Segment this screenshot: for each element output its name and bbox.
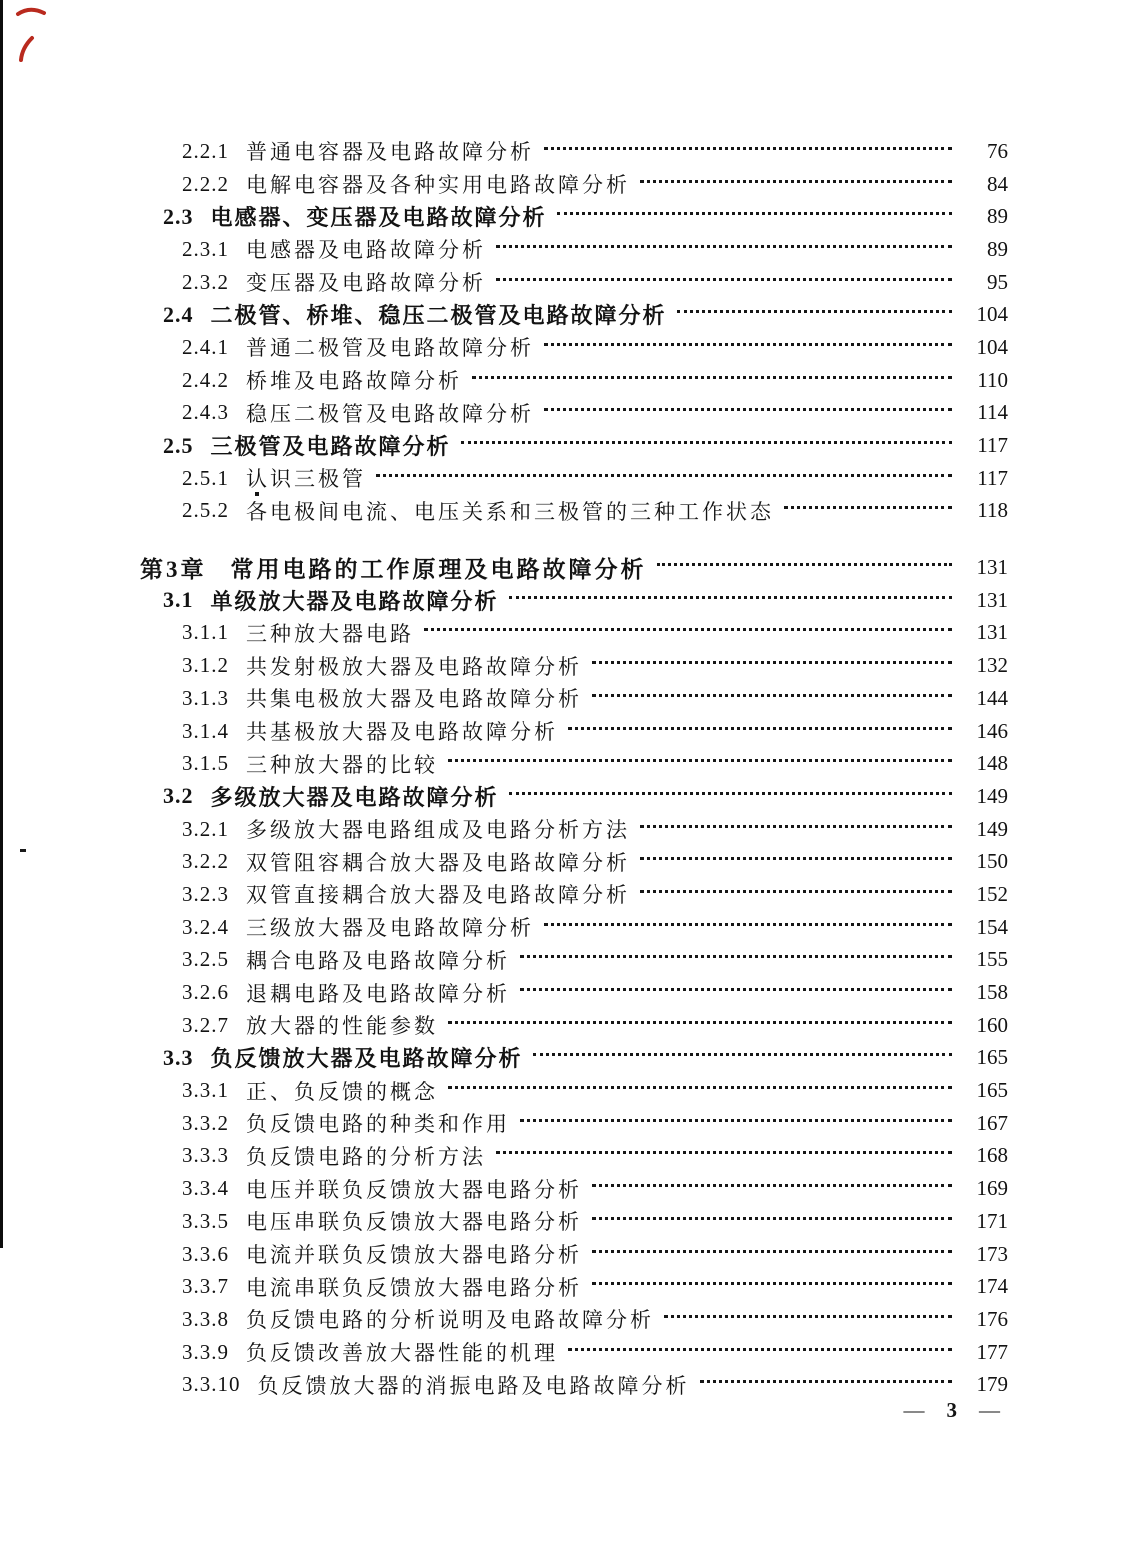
toc-entry-page: 131	[976, 555, 1008, 580]
toc-entry-title: 三极管及电路故障分析	[210, 434, 451, 460]
dot-leader	[557, 212, 952, 215]
toc-entry-number: 3.3.9	[182, 1339, 229, 1364]
toc-entry-title: 电解电容器及各种实用电路故障分析	[246, 173, 630, 198]
toc-entry-title: 多级放大器及电路故障分析	[210, 784, 499, 810]
toc-entry-title: 各电极间电流、电压关系和三极管的三种工作状态	[246, 499, 774, 524]
toc-entry-page: 149	[976, 783, 1008, 808]
toc-entry-number: 3.1.5	[182, 751, 229, 776]
toc-entry-title: 认识三极管	[246, 467, 366, 492]
toc-entry-title: 桥堆及电路故障分析	[246, 369, 462, 394]
toc-entry-page: 173	[976, 1241, 1008, 1266]
toc-entry-page: 104	[976, 334, 1008, 359]
toc-entry-number: 3.1.4	[182, 718, 229, 743]
toc-entry-number: 3.3.1	[182, 1078, 229, 1103]
toc-entry-row	[0, 1303, 1008, 1336]
toc-entry-row	[0, 1074, 1008, 1107]
dot-leader	[784, 506, 952, 509]
toc-entry-number: 3.3.6	[182, 1241, 229, 1266]
toc-entry-number: 2.4	[163, 301, 194, 327]
toc-entry-row	[0, 1042, 1008, 1075]
red-ink-mark	[8, 2, 78, 77]
dot-leader	[700, 1380, 953, 1383]
toc-entry-title: 电感器及电路故障分析	[246, 238, 486, 263]
toc-entry-number: 2.4.2	[182, 367, 229, 392]
toc-entry-page: 177	[976, 1339, 1008, 1364]
toc-entry-number: 3.3.8	[182, 1306, 229, 1331]
toc-entry-row	[0, 495, 1008, 528]
toc-entry-title: 普通二极管及电路故障分析	[246, 336, 534, 361]
toc-entry-title: 常用电路的工作原理及电路故障分析	[230, 557, 647, 583]
toc-entry-title: 负反馈改善放大器性能的机理	[246, 1341, 558, 1366]
toc-list	[0, 135, 1008, 1401]
page-footer	[904, 1398, 1001, 1423]
toc-entry-row	[0, 298, 1008, 331]
toc-entry-row	[0, 200, 1008, 233]
toc-entry-number: 3.2	[163, 783, 194, 809]
toc-entry-page: 171	[976, 1208, 1008, 1233]
toc-entry-number: 3.3.4	[182, 1176, 229, 1201]
toc-entry-number: 2.3	[163, 203, 194, 229]
toc-entry-row	[0, 462, 1008, 495]
toc-entry-title: 电流并联负反馈放大器电路分析	[246, 1243, 582, 1268]
dot-leader	[592, 1217, 952, 1220]
toc-entry-page: 167	[976, 1110, 1008, 1135]
toc-entry-row	[0, 747, 1008, 780]
toc-entry-page: 118	[977, 498, 1008, 523]
toc-entry-number: 2.3.1	[182, 236, 229, 261]
toc-entry-title: 二极管、桥堆、稳压二极管及电路故障分析	[210, 303, 667, 329]
toc-entry-page: 114	[977, 400, 1008, 425]
toc-entry-page: 131	[976, 587, 1008, 612]
toc-entry-title: 多级放大器电路组成及电路分析方法	[246, 818, 630, 843]
dot-leader	[568, 727, 952, 730]
toc-entry-number: 2.4.3	[182, 400, 229, 425]
toc-entry-page: 89	[987, 204, 1008, 229]
dot-leader	[544, 923, 952, 926]
toc-entry-number: 2.2.1	[182, 138, 229, 163]
dot-leader	[544, 408, 952, 411]
toc-entry-page: 150	[976, 849, 1008, 874]
toc-entry-title: 负反馈电路的分析说明及电路故障分析	[246, 1308, 654, 1333]
toc-entry-number: 2.4.1	[182, 334, 229, 359]
toc-entry-number: 3.2.4	[182, 914, 229, 939]
toc-entry-row	[0, 780, 1008, 813]
toc-entry-title: 负反馈放大器的消振电路及电路故障分析	[257, 1373, 690, 1398]
toc-entry-title: 稳压二极管及电路故障分析	[246, 401, 534, 426]
dot-leader	[677, 310, 952, 313]
dot-leader	[568, 1348, 952, 1351]
dot-leader	[592, 1282, 952, 1285]
toc-entry-row	[0, 584, 1008, 617]
dot-leader	[592, 1184, 952, 1187]
toc-entry-page: 174	[976, 1274, 1008, 1299]
dot-leader	[520, 955, 952, 958]
toc-chapter-row	[0, 551, 1008, 584]
toc-entry-title: 普通电容器及电路故障分析	[246, 140, 534, 165]
toc-entry-title: 共集电极放大器及电路故障分析	[246, 687, 582, 712]
toc-entry-title: 单级放大器及电路故障分析	[210, 588, 499, 614]
dot-leader	[640, 180, 952, 183]
toc-entry-number: 3.2.2	[182, 849, 229, 874]
toc-entry-number: 3.3.2	[182, 1110, 229, 1135]
toc-entry-row	[0, 1336, 1008, 1369]
toc-entry-title: 退耦电路及电路故障分析	[246, 981, 510, 1006]
toc-entry-number: 3.3.7	[182, 1274, 229, 1299]
toc-entry-title: 放大器的性能参数	[246, 1014, 438, 1039]
dot-leader	[520, 988, 952, 991]
toc-entry-number: 3.1.1	[182, 620, 229, 645]
toc-entry-page: 168	[976, 1143, 1008, 1168]
dot-leader	[448, 1086, 952, 1089]
toc-entry-number: 3.1.3	[182, 685, 229, 710]
toc-entry-page: 84	[987, 171, 1008, 196]
toc-entry-number: 3.1	[163, 587, 194, 613]
toc-entry-page: 160	[976, 1012, 1008, 1037]
dot-leader	[448, 1021, 952, 1024]
dot-leader	[509, 792, 952, 795]
toc-entry-number: 2.5.1	[182, 465, 229, 490]
toc-entry-number: 2.5	[163, 432, 194, 458]
footer-left-dash: —	[903, 1398, 925, 1422]
dot-leader	[376, 474, 952, 477]
toc-entry-row	[0, 682, 1008, 715]
dot-leader	[472, 376, 952, 379]
toc-entry-row	[0, 397, 1008, 430]
toc-entry-page: 155	[976, 947, 1008, 972]
dot-leader	[424, 628, 952, 631]
dot-leader	[520, 1119, 952, 1122]
toc-entry-page: 117	[977, 465, 1008, 490]
toc-entry-row	[0, 168, 1008, 201]
toc-entry-page: 89	[987, 236, 1008, 261]
dot-leader	[496, 278, 952, 281]
toc-entry-number: 3.3.10	[182, 1372, 241, 1397]
toc-entry-number: 3.2.6	[182, 980, 229, 1005]
toc-entry-page: 154	[976, 914, 1008, 939]
toc-entry-number: 3.2.7	[182, 1012, 229, 1037]
dot-leader	[448, 759, 952, 762]
toc-entry-row	[0, 1270, 1008, 1303]
toc-entry-title: 共基极放大器及电路故障分析	[246, 720, 558, 745]
dot-leader	[509, 596, 952, 599]
toc-entry-row	[0, 266, 1008, 299]
toc-entry-number: 3.2.5	[182, 947, 229, 972]
toc-entry-title: 正、负反馈的概念	[246, 1079, 438, 1104]
toc-entry-page: 131	[976, 620, 1008, 645]
toc-entry-page: 165	[976, 1078, 1008, 1103]
toc-entry-row	[0, 1238, 1008, 1271]
toc-entry-page: 132	[976, 653, 1008, 678]
dot-leader	[657, 563, 953, 566]
toc-entry-page: 76	[987, 138, 1008, 163]
toc-entry-title: 三种放大器的比较	[246, 752, 438, 777]
toc-entry-row	[0, 1140, 1008, 1173]
toc-entry-title: 三级放大器及电路故障分析	[246, 916, 534, 941]
toc-entry-row	[0, 233, 1008, 266]
toc-entry-title: 双管阻容耦合放大器及电路故障分析	[246, 850, 630, 875]
dot-leader	[640, 890, 952, 893]
toc-entry-row	[0, 845, 1008, 878]
toc-entry-number: 3.2.1	[182, 816, 229, 841]
footer-right-dash: —	[979, 1398, 1000, 1422]
dot-leader	[640, 857, 952, 860]
toc-entry-number: 3.3.5	[182, 1208, 229, 1233]
toc-entry-row	[0, 1009, 1008, 1042]
toc-entry-title: 电压串联负反馈放大器电路分析	[246, 1210, 582, 1235]
toc-entry-title: 负反馈电路的分析方法	[246, 1144, 486, 1169]
toc-entry-row	[0, 429, 1008, 462]
toc-entry-row	[0, 617, 1008, 650]
toc-entry-page: 148	[976, 751, 1008, 776]
toc-entry-page: 152	[976, 881, 1008, 906]
dot-leader	[592, 694, 952, 697]
toc-entry-title: 双管直接耦合放大器及电路故障分析	[246, 883, 630, 908]
toc-entry-page: 104	[976, 302, 1008, 327]
toc-entry-row	[0, 715, 1008, 748]
toc-entry-row	[0, 813, 1008, 846]
dot-leader	[592, 1250, 952, 1253]
toc-entry-number: 3.3.3	[182, 1143, 229, 1168]
toc-entry-row	[0, 331, 1008, 364]
toc-entry-number: 2.5.2	[182, 498, 229, 523]
toc-entry-title: 负反馈电路的种类和作用	[246, 1112, 510, 1137]
toc-entry-page: 158	[976, 980, 1008, 1005]
dot-leader	[533, 1053, 952, 1056]
toc-entry-row	[0, 878, 1008, 911]
toc-entry-page: 149	[976, 816, 1008, 841]
toc-entry-number: 3.1.2	[182, 653, 229, 678]
toc-entry-number: 3.3	[163, 1044, 194, 1070]
toc-entry-title: 共发射极放大器及电路故障分析	[246, 654, 582, 679]
footer-page-number: 3	[946, 1398, 957, 1422]
toc-entry-page: 95	[987, 269, 1008, 294]
toc-entry-page: 117	[977, 433, 1008, 458]
dot-leader	[544, 147, 952, 150]
toc-entry-title: 耦合电路及电路故障分析	[246, 948, 510, 973]
toc-entry-number: 2.2.2	[182, 171, 229, 196]
dot-leader	[544, 343, 952, 346]
toc-entry-page: 110	[977, 367, 1008, 392]
toc-entry-title: 电压并联负反馈放大器电路分析	[246, 1177, 582, 1202]
toc-entry-page: 176	[976, 1306, 1008, 1331]
toc-entry-title: 三种放大器电路	[246, 621, 414, 646]
toc-entry-title: 负反馈放大器及电路故障分析	[210, 1046, 523, 1072]
toc-entry-row	[0, 1107, 1008, 1140]
toc-entry-row	[0, 1205, 1008, 1238]
toc-entry-row	[0, 1172, 1008, 1205]
toc-entry-page: 169	[976, 1176, 1008, 1201]
toc-entry-number: 第3章	[140, 557, 207, 583]
toc-entry-row	[0, 976, 1008, 1009]
toc-entry-number: 2.3.2	[182, 269, 229, 294]
dot-leader	[496, 245, 952, 248]
dot-leader	[461, 441, 952, 444]
toc-entry-title: 电流串联负反馈放大器电路分析	[246, 1275, 582, 1300]
toc-entry-page: 165	[976, 1045, 1008, 1070]
toc-entry-number: 3.2.3	[182, 881, 229, 906]
toc-entry-page: 179	[976, 1372, 1008, 1397]
toc-entry-row	[0, 1368, 1008, 1401]
toc-entry-row	[0, 944, 1008, 977]
toc-entry-page: 144	[976, 685, 1008, 710]
toc-entry-title: 电感器、变压器及电路故障分析	[210, 205, 547, 231]
toc-entry-row	[0, 911, 1008, 944]
dot-leader	[664, 1315, 952, 1318]
toc-entry-title: 变压器及电路故障分析	[246, 271, 486, 296]
toc-entry-row	[0, 649, 1008, 682]
dot-leader	[592, 661, 952, 664]
dot-leader	[496, 1151, 952, 1154]
toc-entry-page: 146	[976, 718, 1008, 743]
toc-entry-row	[0, 135, 1008, 168]
dot-leader	[640, 825, 952, 828]
toc-entry-row	[0, 364, 1008, 397]
